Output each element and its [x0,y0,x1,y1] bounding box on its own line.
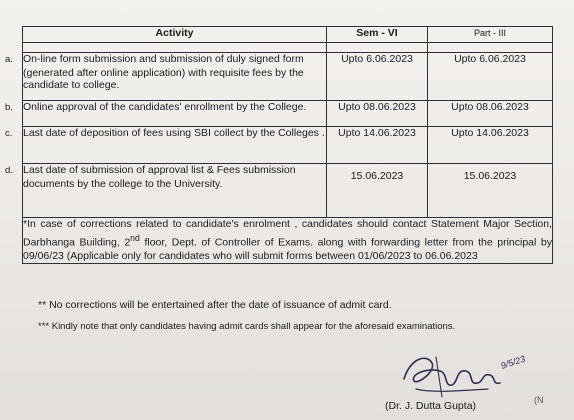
eligibility-note: *** Kindly note that only candidates having admit cards shall appear for the aforesaid examinations. [38,321,456,332]
edge-text: (N [534,395,544,405]
corrections-note: *In case of corrections related to candidate's enrolment , candidates should contact Statement Major Section, Darbhanga Building, 2nd floor, Dept. of Controller of Exams. along with forwarding letter from the principal by 09/06/23 (Applicable only for candidates who will submit forms between 01/06/2023 to 06.06.2023 [23,218,552,262]
table-row [23,164,553,218]
row-letter: b. [5,102,13,113]
table-header-row [23,27,553,43]
activity-text: On-line form submission and submission of duly signed form (generated after online application) with requisite fees by the candidate to college. [23,53,304,91]
sem-date-cell: Upto 08.06.2023 [327,101,428,127]
table-row [23,53,553,101]
activity-cell [5,101,327,127]
row-letter: d. [5,165,13,176]
signature-date: 9/5/23 [499,353,527,371]
part-header: Part - III [428,27,553,43]
activity-text: Last date of deposition of fees using SBI collect by the Colleges . [23,127,325,139]
signatory-name: (Dr. J. Dutta Gupta) [385,400,477,412]
sem-date-cell: Upto 6.06.2023 [327,53,428,101]
row-letter: a. [5,54,13,65]
table-row [23,127,553,164]
activity-cell [5,53,327,101]
activity-cell [5,127,327,164]
part-date-cell: Upto 14.06.2023 [428,127,553,164]
schedule-table [5,26,553,264]
part-date-cell: 15.06.2023 [428,164,553,218]
sem-date-cell: 15.06.2023 [327,164,428,218]
spacer-row [23,43,553,53]
sem-date-cell: Upto 14.06.2023 [327,127,428,164]
activity-header: Activity [23,27,327,43]
activity-cell [5,164,327,218]
table-row [23,101,553,127]
activity-text: Last date of submission of approval list & Fees submission documents by the college to the University. [23,164,296,190]
part-date-cell: Upto 08.06.2023 [428,101,553,127]
activity-text: Online approval of the candidates' enrollment by the College. [23,101,307,113]
part-date-cell: Upto 6.06.2023 [428,53,553,101]
note-row [23,218,553,264]
row-letter: c. [5,128,13,139]
sem-header: Sem - VI [327,27,428,43]
admit-card-note: ** No corrections will be entertained after the date of issuance of admit card. [38,299,392,311]
signature-image [396,345,546,405]
